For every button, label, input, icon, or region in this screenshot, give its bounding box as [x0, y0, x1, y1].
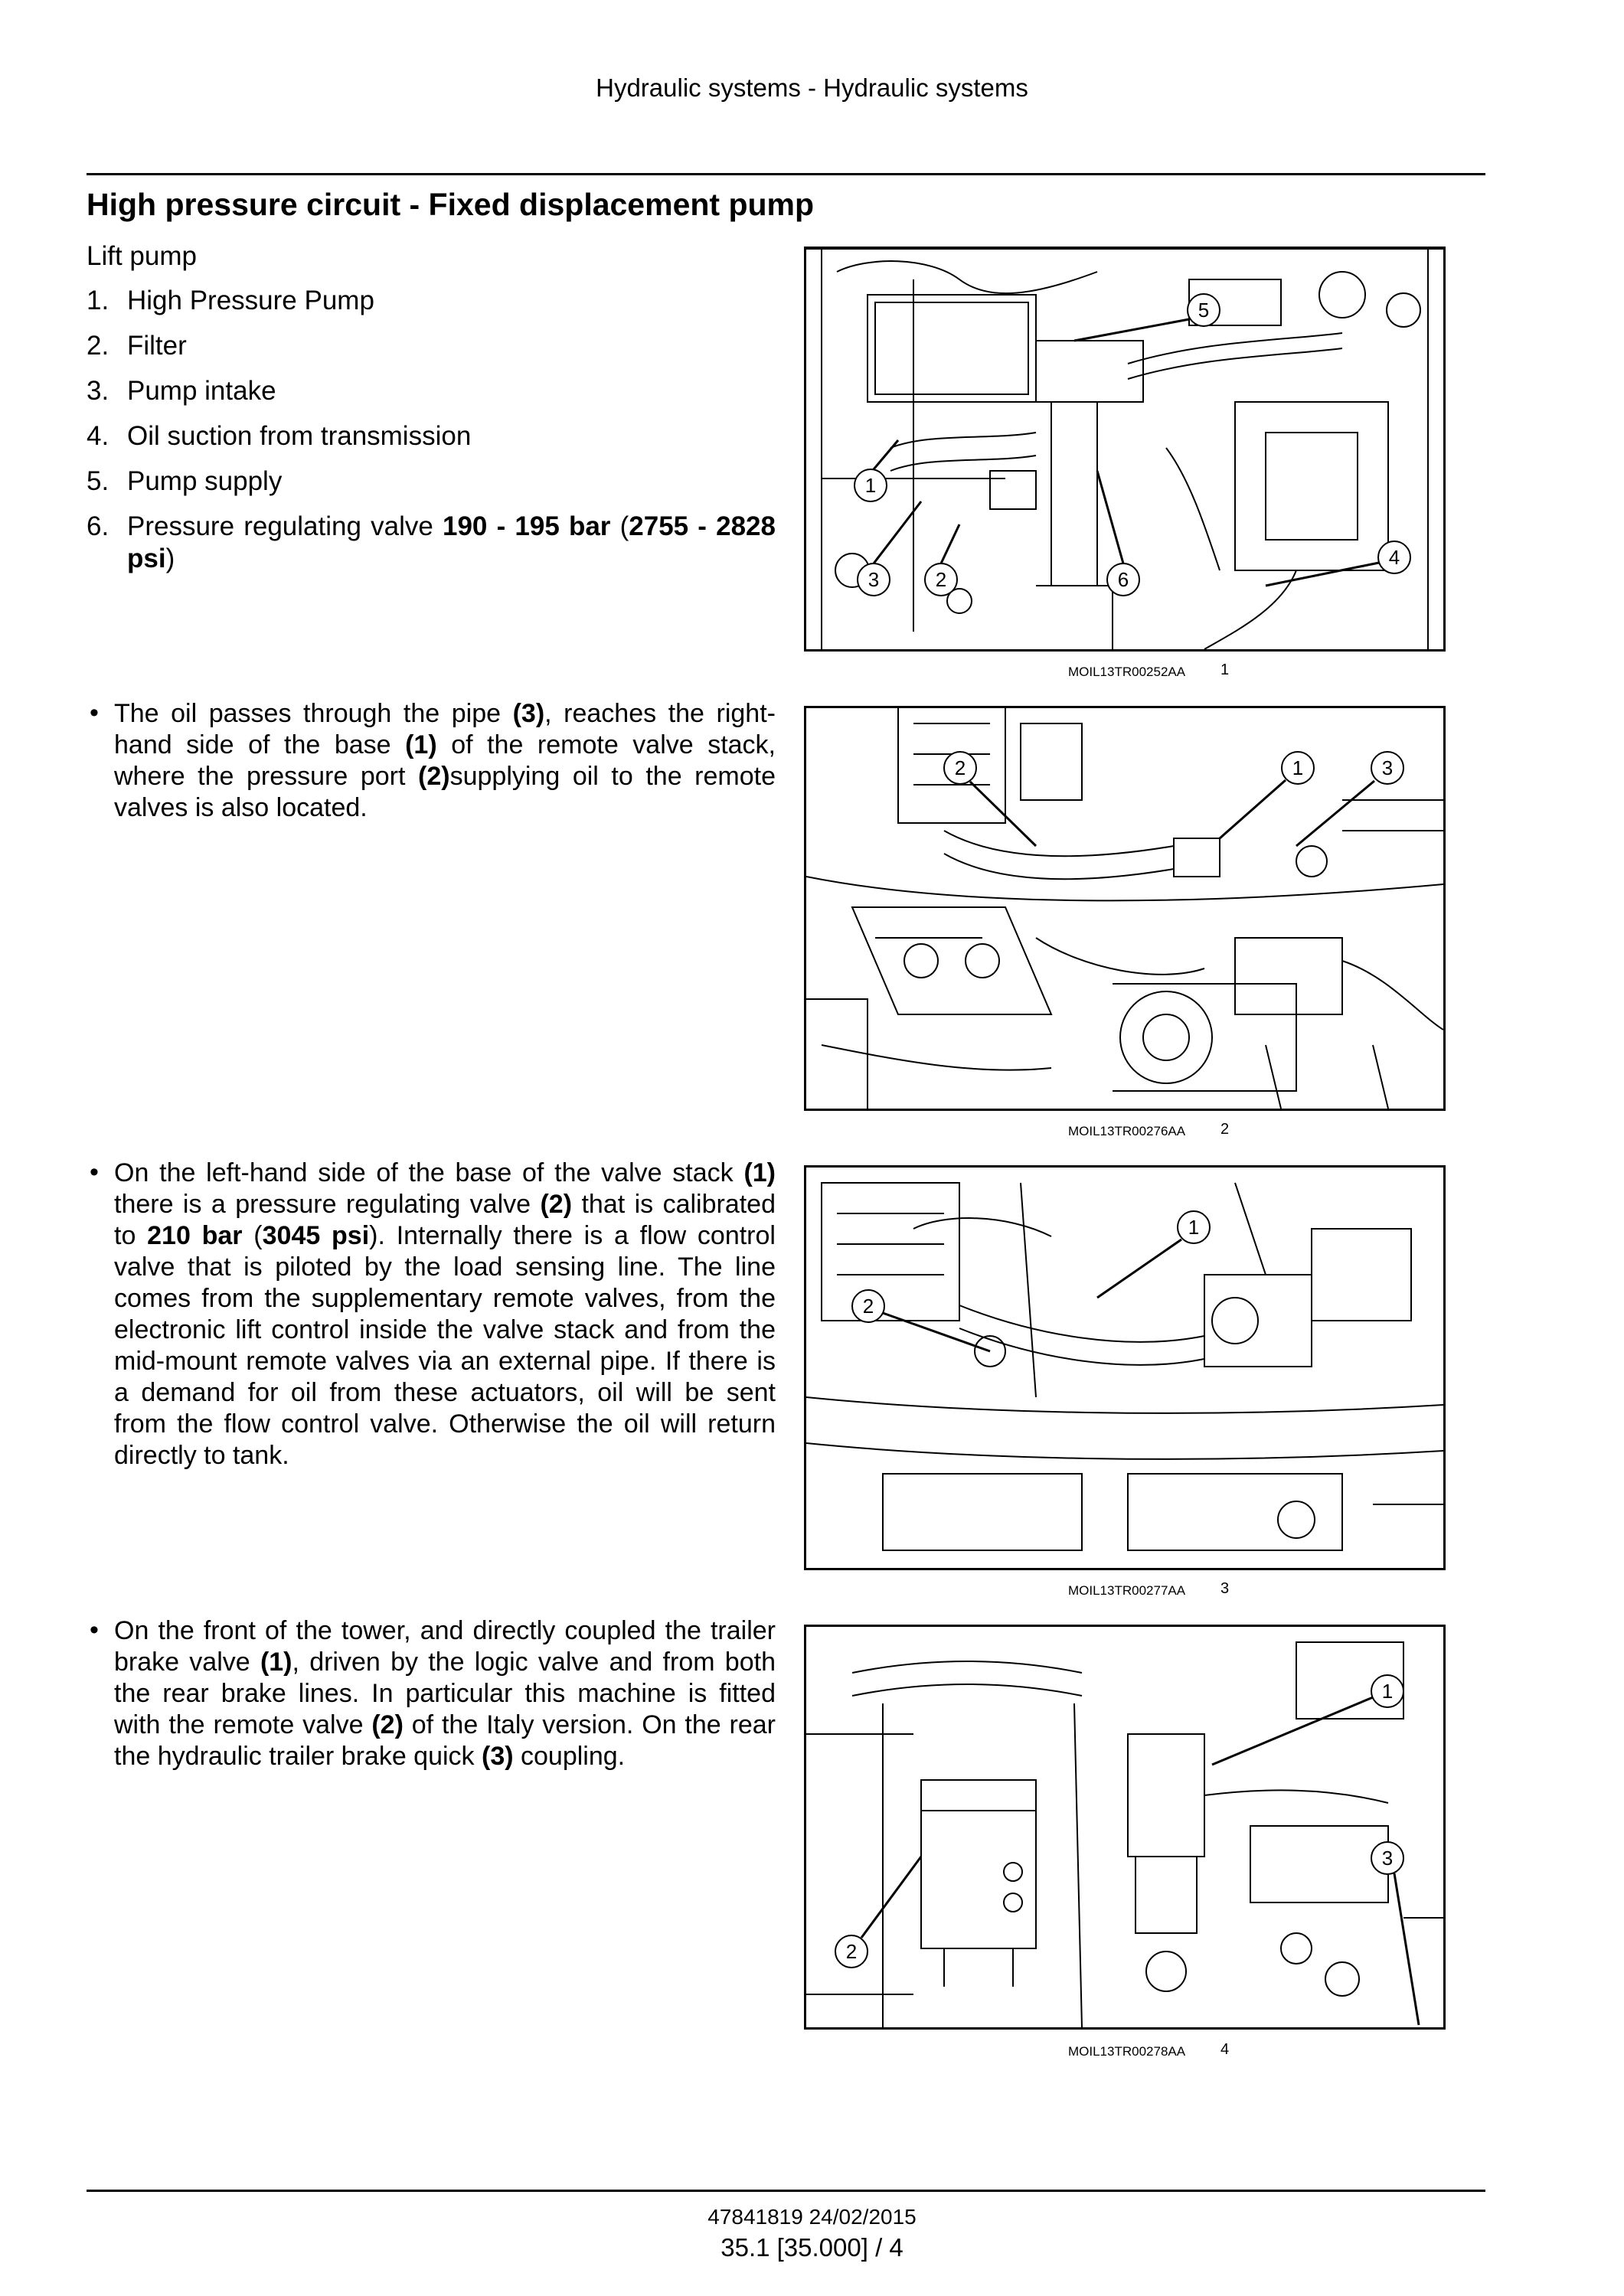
bullet-icon: •: [90, 1615, 99, 1644]
list-item: 1. High Pressure Pump: [87, 286, 374, 315]
callout-label: 1: [1188, 1216, 1200, 1239]
paragraph-text: coupling.: [513, 1742, 626, 1771]
reference-marker: (1): [743, 1158, 776, 1187]
callout-label: 1: [1292, 756, 1304, 779]
paragraph-text: of the Italy version. On the rear the hydraulic trailer brake quick: [114, 1710, 776, 1771]
figure-2-image: [804, 706, 1446, 1111]
document-id: 47841819 24/02/2015: [707, 2205, 917, 2229]
reference-marker: (1): [260, 1648, 292, 1677]
list-item: 2. Filter: [87, 331, 187, 361]
figure-code: MOIL13TR00277AA: [1068, 1583, 1186, 1598]
figure-code: MOIL13TR00278AA: [1068, 2044, 1186, 2059]
list-item: 5. Pump supply: [87, 466, 283, 496]
paragraph-text: , reaches the right-hand side of the base: [114, 699, 776, 759]
paragraph-text: On the left-hand side of the base of the valve stack: [114, 1158, 744, 1187]
callout-label: 2: [845, 1940, 858, 1963]
reference-marker: (2): [540, 1190, 573, 1219]
callout-label: 6: [1117, 568, 1129, 591]
footer-rule: [87, 2190, 1485, 2192]
list-item: 3. Pump intake: [87, 376, 276, 406]
paragraph-3: [87, 1615, 776, 1772]
paragraph-text: On the front of the tower, and directly coupled the trailer brake valve: [114, 1616, 776, 1677]
figure-number: 4: [1220, 2041, 1230, 2058]
running-header: Hydraulic systems - Hydraulic systems: [596, 73, 1028, 102]
figure-4-image: [804, 1625, 1446, 2030]
callout-label: 5: [1198, 299, 1210, 322]
figure-code: MOIL13TR00252AA: [1068, 665, 1186, 679]
page-number: 35.1 [35.000] / 4: [721, 2233, 903, 2262]
section-title: High pressure circuit - Fixed displacement pump: [87, 187, 815, 222]
callout-label: 2: [935, 568, 947, 591]
figure-code: MOIL13TR00276AA: [1068, 1124, 1186, 1138]
paragraph-2: [87, 1158, 776, 1471]
figure-1-image: [804, 247, 1446, 652]
header-rule: [87, 173, 1485, 175]
reference-marker: (3): [512, 699, 545, 728]
reference-marker: 3045 psi: [262, 1221, 370, 1250]
callout-label: 2: [862, 1295, 874, 1318]
paragraph-text: The oil passes through the pipe: [114, 699, 513, 728]
callout-label: 3: [1381, 756, 1394, 779]
callout-label: 4: [1388, 546, 1400, 569]
paragraph-text: there is a pressure regulating valve: [114, 1190, 541, 1219]
figure-number: 3: [1220, 1580, 1230, 1597]
paragraph-text: supplying oil to the remote valves is also located.: [114, 762, 776, 822]
reference-marker: (1): [405, 730, 437, 759]
section-subtitle: Lift pump: [87, 241, 197, 271]
figure-number: 1: [1220, 661, 1230, 678]
paragraph-text: , driven by the logic valve and from both the rear brake lines. In particular this machine is fitted with the remote valve: [114, 1648, 776, 1739]
figure-number: 2: [1220, 1121, 1230, 1138]
figure-3-image: [804, 1165, 1446, 1570]
paragraph-1: [87, 698, 776, 824]
paragraph-text: (: [242, 1221, 263, 1250]
component-list: [87, 285, 776, 588]
reference-marker: (3): [482, 1742, 514, 1771]
reference-marker: 210 bar: [147, 1221, 243, 1250]
paragraph-text: ). Internally there is a flow control valve that is piloted by the load sensing line. The line comes from the supplementary remote valves, from the electronic lift control inside the valve stack and from the mid-mount remote valves via an external pipe. If there is a demand for oil from these actuators, oil will be sent from the flow control valve. Otherwise the oil will return directly to tank.: [114, 1221, 776, 1470]
callout-label: 3: [868, 568, 880, 591]
paragraph-text: that is calibrated to: [114, 1190, 776, 1250]
list-item: 6. Pressure regulating valve 190 - 195 bar (2755 - 2828 psi): [87, 511, 776, 573]
callout-label: 1: [864, 474, 877, 497]
reference-marker: (2): [418, 762, 450, 791]
paragraph-text: of the remote valve stack, where the pressure port: [114, 730, 776, 791]
bullet-icon: •: [90, 1158, 99, 1187]
bullet-icon: •: [90, 698, 99, 727]
callout-label: 3: [1381, 1847, 1394, 1870]
list-item: 4. Oil suction from transmission: [87, 421, 472, 451]
reference-marker: (2): [371, 1710, 404, 1739]
callout-label: 1: [1381, 1680, 1394, 1703]
callout-label: 2: [954, 756, 966, 779]
